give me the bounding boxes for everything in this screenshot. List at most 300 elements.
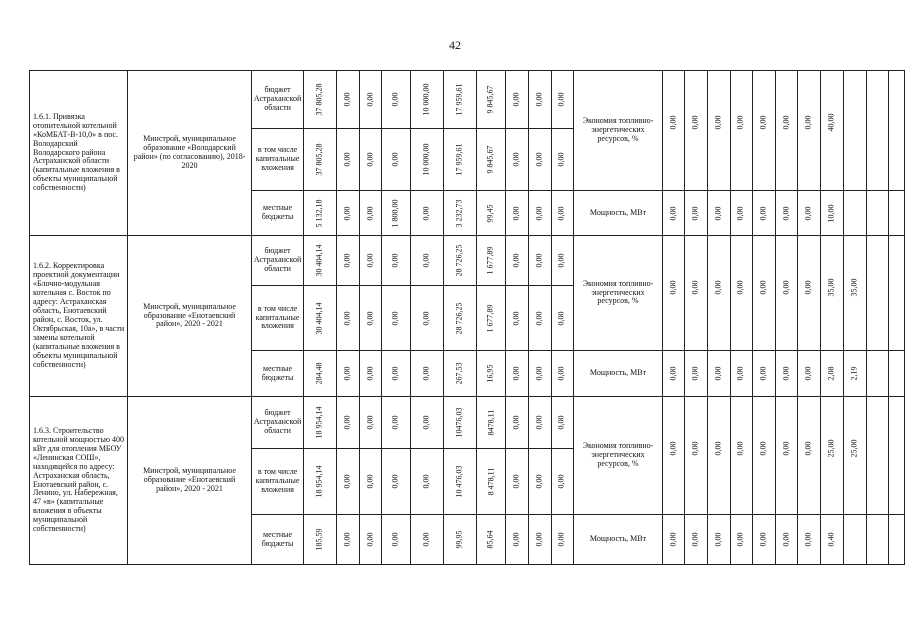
indicator-value-cell bbox=[821, 71, 844, 191]
executor-name: Минстрой, муниципальное образование «Енотаевский район», 2020 - 2021 bbox=[128, 397, 252, 565]
funding-value-cell bbox=[337, 129, 360, 191]
funding-value: 0,00 bbox=[556, 474, 566, 489]
funding-value: 0,00 bbox=[511, 415, 521, 430]
indicator-value: 25,00 bbox=[826, 439, 836, 458]
indicator-value-cell bbox=[662, 71, 685, 191]
funding-value-cell bbox=[477, 449, 506, 515]
funding-value: 17 959,61 bbox=[454, 143, 464, 176]
funding-value: 0,00 bbox=[556, 205, 566, 220]
indicator-value: 0,00 bbox=[690, 366, 700, 381]
indicator-name: Мощность, МВт bbox=[574, 515, 662, 565]
funding-value-cell bbox=[382, 129, 411, 191]
funding-value: 9 845,67 bbox=[485, 85, 495, 114]
funding-value: 17 959,61 bbox=[454, 83, 464, 116]
funding-value: 267,53 bbox=[454, 362, 464, 385]
indicator-value-cell bbox=[775, 71, 798, 191]
indicator-value: 0,00 bbox=[713, 532, 723, 547]
measure-name: 1.6.1. Привязка отопительной котельной «КоМБАТ-В-10,0» в пос. Володарский Володарского района Астраханской области (капитальные вложения в объекты муниципальной собственности) bbox=[30, 71, 128, 236]
indicator-value: 40,00 bbox=[826, 113, 836, 132]
funding-value: 0,00 bbox=[511, 92, 521, 107]
indicator-value-cell bbox=[730, 71, 753, 191]
funding-value: 0,00 bbox=[365, 205, 375, 220]
indicator-value: 0,00 bbox=[668, 441, 678, 456]
funding-value-cell bbox=[304, 397, 337, 449]
funding-value-cell bbox=[382, 397, 411, 449]
funding-value: 284,48 bbox=[314, 362, 324, 385]
funding-value-cell bbox=[359, 397, 382, 449]
indicator-value-cell bbox=[685, 71, 708, 191]
funding-value: 0,00 bbox=[556, 152, 566, 167]
funding-value-cell bbox=[337, 449, 360, 515]
funding-value: 0,00 bbox=[390, 152, 400, 167]
funding-value: 0,00 bbox=[342, 205, 352, 220]
funding-value-cell bbox=[506, 397, 529, 449]
indicator-value: 0,00 bbox=[668, 366, 678, 381]
funding-value-cell bbox=[551, 71, 574, 129]
funding-value: 0,00 bbox=[534, 366, 544, 381]
funding-source: местные бюджеты bbox=[251, 191, 303, 236]
indicator-value-cell bbox=[821, 515, 844, 565]
funding-value-cell bbox=[382, 286, 411, 351]
funding-value-cell bbox=[337, 236, 360, 286]
indicator-value-cell bbox=[753, 236, 776, 351]
indicator-value: 2,19 bbox=[849, 366, 859, 381]
indicator-name: Мощность, МВт bbox=[574, 191, 662, 236]
measure-name: 1.6.3. Строительство котельной мощностью 400 кВт для отопления МБОУ «Ленинская СОШ», находящейся по адресу: Астраханская область, Енотаевский район, с. Ленино, ул. Набережная, 47 «в» (капитальные вложения в объекты муниципальной собственности) bbox=[30, 397, 128, 565]
funding-value: 0,00 bbox=[421, 310, 431, 325]
funding-value: 0,00 bbox=[556, 310, 566, 325]
indicator-name: Экономия топливно-энергетических ресурсов, % bbox=[574, 71, 662, 191]
funding-value: 0,00 bbox=[534, 205, 544, 220]
funding-value-cell bbox=[337, 515, 360, 565]
funding-value-cell bbox=[382, 191, 411, 236]
funding-value: 0,00 bbox=[511, 474, 521, 489]
funding-value: 0,00 bbox=[365, 366, 375, 381]
indicator-value: 0,00 bbox=[735, 532, 745, 547]
funding-value-cell bbox=[506, 515, 529, 565]
funding-value: 0,00 bbox=[511, 152, 521, 167]
indicator-value-cell bbox=[775, 515, 798, 565]
indicator-value-cell bbox=[775, 397, 798, 515]
funding-value: 10 000,00 bbox=[421, 83, 431, 116]
funding-value-cell bbox=[506, 449, 529, 515]
funding-value: 99,45 bbox=[485, 203, 495, 222]
indicator-value-cell bbox=[866, 71, 888, 191]
indicator-value: 0,00 bbox=[668, 532, 678, 547]
funding-value-cell bbox=[359, 515, 382, 565]
indicator-value-cell bbox=[821, 191, 844, 236]
funding-source: в том числе капитальные вложения bbox=[251, 286, 303, 351]
indicator-value: 0,00 bbox=[758, 441, 768, 456]
executor-name: Минстрой, муниципальное образование «Володарский район» (по согласованию), 2018-2020 bbox=[128, 71, 252, 236]
executor-name: Минстрой, муниципальное образование «Енотаевский район», 2020 - 2021 bbox=[128, 236, 252, 397]
indicator-value: 0,00 bbox=[713, 205, 723, 220]
funding-value-cell bbox=[444, 351, 477, 397]
funding-value: 0,00 bbox=[365, 310, 375, 325]
funding-value-cell bbox=[477, 515, 506, 565]
funding-value: 30 404,14 bbox=[314, 244, 324, 277]
funding-value: 0,00 bbox=[534, 92, 544, 107]
funding-value-cell bbox=[529, 129, 552, 191]
indicator-value: 0,00 bbox=[803, 115, 813, 130]
indicator-value: 0,00 bbox=[690, 115, 700, 130]
funding-value: 0,00 bbox=[511, 532, 521, 547]
indicator-value-cell bbox=[843, 191, 866, 236]
indicator-value-cell bbox=[685, 351, 708, 397]
indicator-value-cell bbox=[866, 397, 888, 515]
funding-value-cell bbox=[304, 351, 337, 397]
empty-cell bbox=[888, 397, 904, 515]
funding-value: 0,00 bbox=[390, 92, 400, 107]
indicator-value-cell bbox=[685, 236, 708, 351]
funding-value-cell bbox=[337, 71, 360, 129]
indicator-value: 0,00 bbox=[668, 115, 678, 130]
funding-value-cell bbox=[411, 71, 444, 129]
funding-value: 0,00 bbox=[421, 532, 431, 547]
funding-value-cell bbox=[529, 351, 552, 397]
funding-value: 28 726,25 bbox=[454, 301, 464, 334]
funding-value: 185,59 bbox=[314, 528, 324, 551]
funding-value-cell bbox=[506, 191, 529, 236]
funding-value: 0,00 bbox=[534, 253, 544, 268]
funding-value: 0,00 bbox=[365, 532, 375, 547]
funding-value-cell bbox=[477, 129, 506, 191]
indicator-value: 0,00 bbox=[690, 441, 700, 456]
indicator-name: Экономия топливно-энергетических ресурсов, % bbox=[574, 236, 662, 351]
funding-value: 0,00 bbox=[556, 92, 566, 107]
funding-value: 0,00 bbox=[511, 310, 521, 325]
funding-value-cell bbox=[304, 449, 337, 515]
indicator-value-cell bbox=[821, 236, 844, 351]
funding-value: 0,00 bbox=[421, 474, 431, 489]
indicator-value-cell bbox=[798, 191, 821, 236]
measure-name: 1.6.2. Корректировка проектной документации «Блочно-модульная котельная с. Восток по адресу: Астраханская область, Енотаевский район, с. Восток, ул. Октябрьская, 10а», в части замены котельной (капитальные вложения в объекты муниципальной собственности) bbox=[30, 236, 128, 397]
funding-value: 0,00 bbox=[342, 366, 352, 381]
funding-value: 1 800,00 bbox=[390, 198, 400, 227]
indicator-value-cell bbox=[798, 351, 821, 397]
indicator-value: 0,00 bbox=[713, 280, 723, 295]
funding-value: 10 000,00 bbox=[421, 143, 431, 176]
funding-value: 9 845,67 bbox=[485, 145, 495, 174]
funding-value-cell bbox=[529, 449, 552, 515]
funding-value: 28 726,25 bbox=[454, 244, 464, 277]
funding-value-cell bbox=[444, 129, 477, 191]
indicator-value: 0,00 bbox=[803, 441, 813, 456]
indicator-value-cell bbox=[753, 397, 776, 515]
funding-value-cell bbox=[411, 236, 444, 286]
indicator-value: 0,00 bbox=[781, 532, 791, 547]
funding-value-cell bbox=[359, 129, 382, 191]
funding-value-cell bbox=[411, 397, 444, 449]
funding-value: 0,00 bbox=[556, 366, 566, 381]
funding-value: 0,00 bbox=[342, 532, 352, 547]
funding-value-cell bbox=[382, 515, 411, 565]
funding-value-cell bbox=[337, 351, 360, 397]
funding-value-cell bbox=[444, 449, 477, 515]
funding-value-cell bbox=[359, 449, 382, 515]
funding-value: 0,00 bbox=[365, 92, 375, 107]
funding-value: 37 805,28 bbox=[314, 83, 324, 116]
indicator-value-cell bbox=[775, 191, 798, 236]
empty-cell bbox=[888, 515, 904, 565]
funding-value: 0,00 bbox=[342, 253, 352, 268]
funding-value-cell bbox=[337, 191, 360, 236]
funding-value-cell bbox=[529, 191, 552, 236]
funding-value: 16,95 bbox=[485, 364, 495, 383]
funding-value: 0,00 bbox=[390, 310, 400, 325]
indicator-value-cell bbox=[753, 191, 776, 236]
indicator-value: 35,00 bbox=[849, 278, 859, 297]
funding-value: 0,00 bbox=[556, 415, 566, 430]
funding-value-cell bbox=[551, 286, 574, 351]
funding-value-cell bbox=[529, 515, 552, 565]
indicator-value: 35,00 bbox=[826, 278, 836, 297]
funding-source: в том числе капитальные вложения bbox=[251, 449, 303, 515]
funding-value-cell bbox=[477, 71, 506, 129]
funding-value-cell bbox=[359, 351, 382, 397]
funding-value: 0,00 bbox=[342, 415, 352, 430]
indicator-value: 0,00 bbox=[735, 115, 745, 130]
funding-value-cell bbox=[411, 129, 444, 191]
funding-value-cell bbox=[506, 236, 529, 286]
indicator-value-cell bbox=[730, 351, 753, 397]
indicator-value-cell bbox=[866, 236, 888, 351]
funding-value: 0,00 bbox=[390, 532, 400, 547]
funding-value-cell bbox=[411, 351, 444, 397]
indicator-value-cell bbox=[821, 351, 844, 397]
indicator-value: 0,00 bbox=[781, 205, 791, 220]
indicator-value-cell bbox=[685, 515, 708, 565]
indicator-value: 0,00 bbox=[781, 441, 791, 456]
indicator-value-cell bbox=[866, 191, 888, 236]
indicator-value-cell bbox=[775, 351, 798, 397]
funding-value-cell bbox=[506, 286, 529, 351]
funding-value-cell bbox=[337, 286, 360, 351]
funding-value-cell bbox=[551, 397, 574, 449]
funding-value: 0,00 bbox=[556, 253, 566, 268]
indicator-value: 10,00 bbox=[826, 203, 836, 222]
indicator-value-cell bbox=[662, 351, 685, 397]
table-row bbox=[30, 397, 905, 449]
indicator-value: 0,40 bbox=[826, 532, 836, 547]
indicator-value-cell bbox=[662, 397, 685, 515]
indicator-value-cell bbox=[707, 71, 730, 191]
funding-value-cell bbox=[337, 397, 360, 449]
funding-value: 0,00 bbox=[390, 415, 400, 430]
funding-source: в том числе капитальные вложения bbox=[251, 129, 303, 191]
funding-value: 18 954,14 bbox=[314, 406, 324, 439]
funding-value-cell bbox=[529, 236, 552, 286]
funding-value: 0,00 bbox=[511, 253, 521, 268]
funding-value-cell bbox=[444, 191, 477, 236]
indicator-value-cell bbox=[798, 397, 821, 515]
funding-source: бюджет Астраханской области bbox=[251, 71, 303, 129]
funding-value: 30 404,14 bbox=[314, 301, 324, 334]
funding-value: 0,00 bbox=[511, 366, 521, 381]
funding-value-cell bbox=[477, 191, 506, 236]
funding-value: 0,00 bbox=[365, 152, 375, 167]
funding-source: местные бюджеты bbox=[251, 351, 303, 397]
indicator-value: 0,00 bbox=[758, 532, 768, 547]
funding-value-cell bbox=[551, 129, 574, 191]
funding-value-cell bbox=[359, 71, 382, 129]
funding-value: 1 677,89 bbox=[485, 303, 495, 332]
funding-value: 0,00 bbox=[390, 366, 400, 381]
program-table bbox=[29, 70, 905, 565]
funding-value: 1 677,89 bbox=[485, 246, 495, 275]
funding-value-cell bbox=[444, 515, 477, 565]
funding-value: 0,00 bbox=[390, 253, 400, 268]
indicator-value-cell bbox=[707, 236, 730, 351]
indicator-value: 0,00 bbox=[713, 366, 723, 381]
funding-value: 18 954,14 bbox=[314, 465, 324, 498]
funding-value: 0,00 bbox=[534, 415, 544, 430]
funding-value-cell bbox=[551, 449, 574, 515]
indicator-value-cell bbox=[843, 236, 866, 351]
funding-value-cell bbox=[411, 191, 444, 236]
funding-value: 0,00 bbox=[342, 152, 352, 167]
indicator-name: Экономия топливно-энергетических ресурсов, % bbox=[574, 397, 662, 515]
funding-source: бюджет Астраханской области bbox=[251, 397, 303, 449]
funding-value-cell bbox=[477, 236, 506, 286]
empty-cell bbox=[888, 351, 904, 397]
indicator-value: 0,00 bbox=[803, 366, 813, 381]
indicator-value: 0,00 bbox=[735, 366, 745, 381]
indicator-value: 0,00 bbox=[690, 280, 700, 295]
indicator-value: 0,00 bbox=[803, 205, 813, 220]
indicator-value: 0,00 bbox=[781, 280, 791, 295]
indicator-value: 0,00 bbox=[803, 532, 813, 547]
funding-value: 8 478,11 bbox=[485, 467, 495, 496]
funding-value-cell bbox=[411, 286, 444, 351]
indicator-value-cell bbox=[707, 191, 730, 236]
indicator-value-cell bbox=[866, 515, 888, 565]
indicator-value: 0,00 bbox=[758, 205, 768, 220]
funding-value: 0,00 bbox=[342, 310, 352, 325]
indicator-value: 0,00 bbox=[713, 441, 723, 456]
funding-value-cell bbox=[382, 449, 411, 515]
indicator-value-cell bbox=[843, 71, 866, 191]
funding-value: 0,00 bbox=[421, 253, 431, 268]
empty-cell bbox=[888, 191, 904, 236]
funding-value: 0,00 bbox=[534, 152, 544, 167]
funding-value-cell bbox=[477, 351, 506, 397]
funding-value: 0,00 bbox=[342, 92, 352, 107]
funding-value-cell bbox=[444, 397, 477, 449]
indicator-value-cell bbox=[843, 515, 866, 565]
empty-cell bbox=[888, 71, 904, 191]
funding-value-cell bbox=[477, 397, 506, 449]
indicator-value-cell bbox=[753, 71, 776, 191]
indicator-value-cell bbox=[843, 351, 866, 397]
indicator-value-cell bbox=[798, 71, 821, 191]
funding-value: 0,00 bbox=[534, 474, 544, 489]
funding-value: 85,64 bbox=[485, 530, 495, 549]
indicator-value: 0,00 bbox=[758, 280, 768, 295]
indicator-value: 0,00 bbox=[713, 115, 723, 130]
indicator-value: 2,08 bbox=[826, 366, 836, 381]
indicator-value-cell bbox=[685, 397, 708, 515]
funding-value-cell bbox=[529, 71, 552, 129]
indicator-value-cell bbox=[753, 351, 776, 397]
indicator-value: 0,00 bbox=[758, 115, 768, 130]
indicator-value: 0,00 bbox=[758, 366, 768, 381]
funding-value-cell bbox=[382, 71, 411, 129]
funding-value: 0,00 bbox=[556, 532, 566, 547]
funding-value: 0,00 bbox=[421, 205, 431, 220]
funding-value-cell bbox=[359, 286, 382, 351]
indicator-value-cell bbox=[775, 236, 798, 351]
funding-value-cell bbox=[304, 71, 337, 129]
indicator-value-cell bbox=[662, 191, 685, 236]
indicator-value: 0,00 bbox=[668, 280, 678, 295]
funding-value-cell bbox=[444, 236, 477, 286]
table-body bbox=[30, 71, 905, 565]
funding-value: 3 232,73 bbox=[454, 198, 464, 227]
indicator-value: 0,00 bbox=[735, 205, 745, 220]
funding-value: 0,00 bbox=[421, 366, 431, 381]
funding-value-cell bbox=[382, 351, 411, 397]
funding-value-cell bbox=[411, 449, 444, 515]
funding-value-cell bbox=[411, 515, 444, 565]
indicator-value: 0,00 bbox=[668, 205, 678, 220]
funding-value-cell bbox=[506, 351, 529, 397]
funding-value-cell bbox=[382, 236, 411, 286]
indicator-name: Мощность, МВт bbox=[574, 351, 662, 397]
indicator-value-cell bbox=[730, 236, 753, 351]
funding-value: 10476,03 bbox=[454, 407, 464, 438]
indicator-value: 25,00 bbox=[849, 439, 859, 458]
funding-value-cell bbox=[551, 351, 574, 397]
indicator-value-cell bbox=[753, 515, 776, 565]
funding-value: 0,00 bbox=[534, 532, 544, 547]
funding-value: 10 476,03 bbox=[454, 465, 464, 498]
indicator-value-cell bbox=[843, 397, 866, 515]
funding-value-cell bbox=[551, 236, 574, 286]
indicator-value-cell bbox=[662, 515, 685, 565]
indicator-value: 0,00 bbox=[735, 441, 745, 456]
indicator-value-cell bbox=[730, 397, 753, 515]
indicator-value-cell bbox=[707, 397, 730, 515]
funding-value: 8478,11 bbox=[485, 409, 495, 436]
funding-value: 0,00 bbox=[365, 253, 375, 268]
indicator-value-cell bbox=[821, 397, 844, 515]
indicator-value-cell bbox=[866, 351, 888, 397]
table-row bbox=[30, 71, 905, 129]
funding-source: бюджет Астраханской области bbox=[251, 236, 303, 286]
funding-value-cell bbox=[477, 286, 506, 351]
indicator-value: 0,00 bbox=[803, 280, 813, 295]
indicator-value-cell bbox=[798, 515, 821, 565]
funding-value: 0,00 bbox=[365, 474, 375, 489]
table-row bbox=[30, 236, 905, 286]
indicator-value-cell bbox=[707, 515, 730, 565]
indicator-value: 0,00 bbox=[690, 532, 700, 547]
funding-value-cell bbox=[304, 129, 337, 191]
indicator-value-cell bbox=[798, 236, 821, 351]
funding-value-cell bbox=[551, 515, 574, 565]
funding-value-cell bbox=[359, 191, 382, 236]
funding-value-cell bbox=[551, 191, 574, 236]
funding-value: 99,95 bbox=[454, 530, 464, 549]
funding-value-cell bbox=[304, 286, 337, 351]
funding-value-cell bbox=[304, 191, 337, 236]
funding-value-cell bbox=[359, 236, 382, 286]
funding-value: 0,00 bbox=[390, 474, 400, 489]
funding-value-cell bbox=[444, 286, 477, 351]
indicator-value: 0,00 bbox=[735, 280, 745, 295]
indicator-value: 0,00 bbox=[781, 366, 791, 381]
